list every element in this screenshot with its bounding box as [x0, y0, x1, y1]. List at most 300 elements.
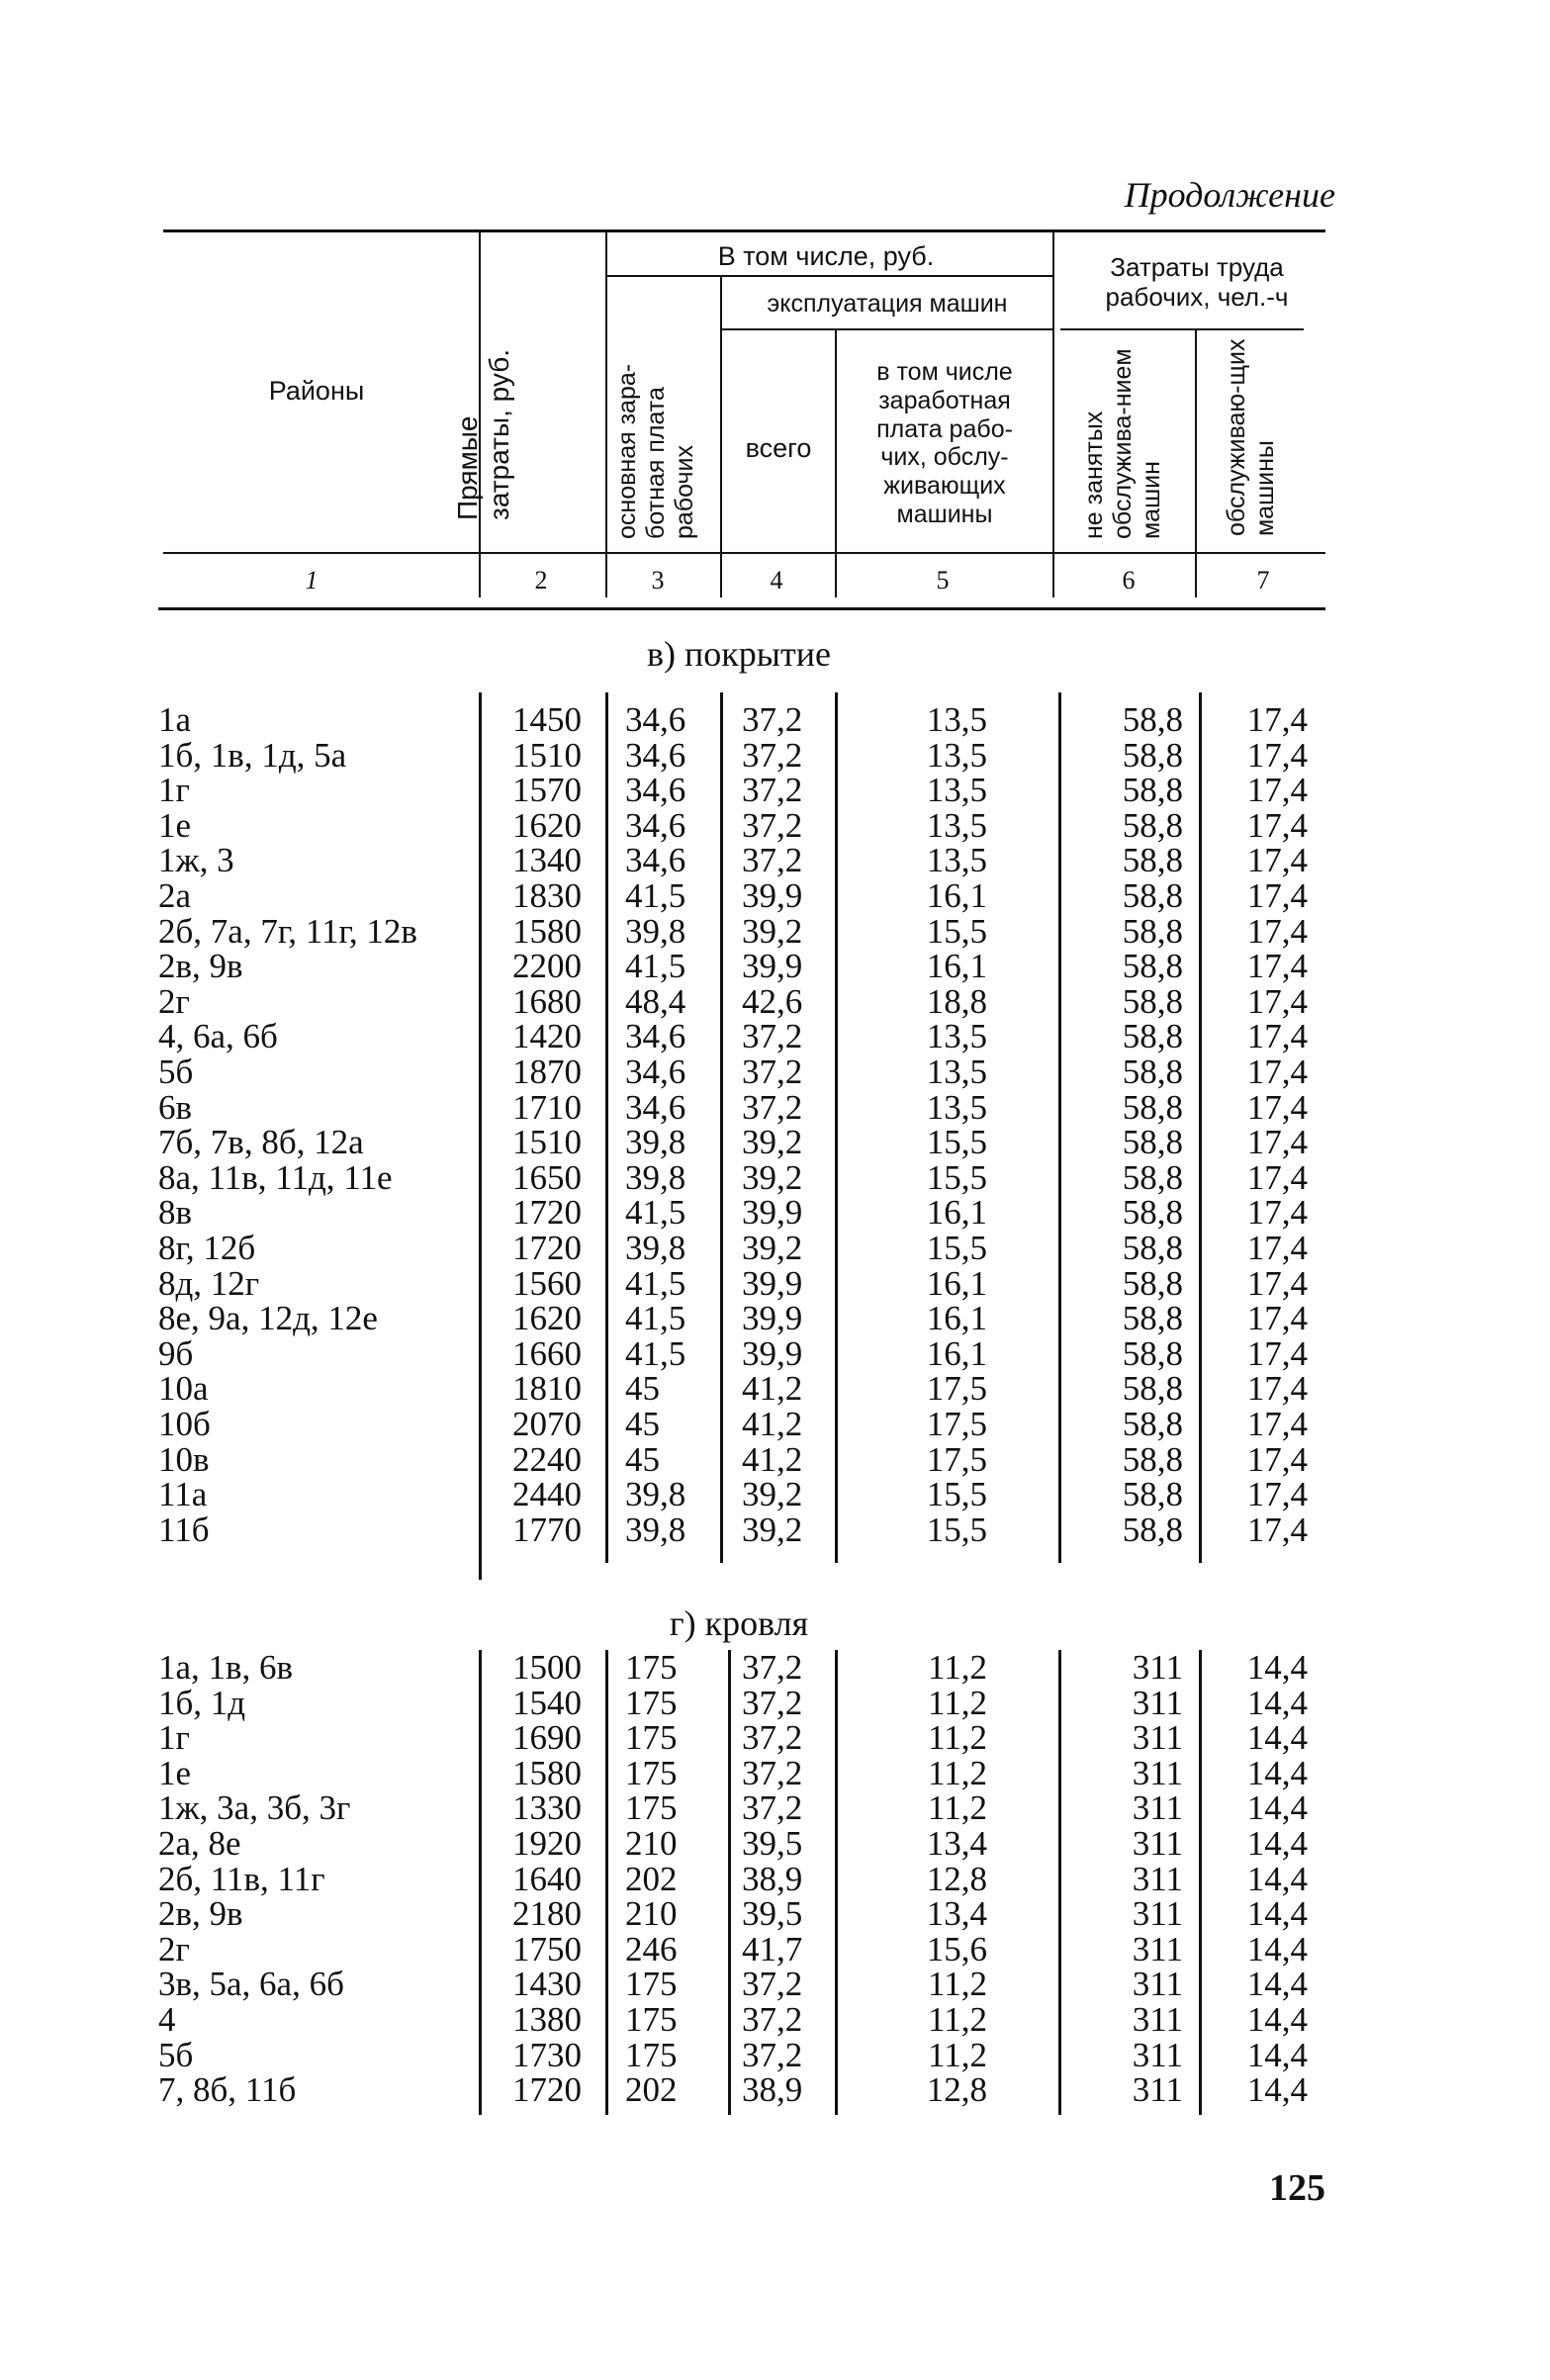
base-wage-cell: 39,8 [625, 1510, 686, 1549]
region-cell: 8а, 11в, 11д, 11е [158, 1157, 393, 1197]
labor-not-servicing-cell: 58,8 [1122, 1087, 1183, 1127]
machine-total-cell: 38,9 [742, 1859, 803, 1898]
labor-servicing-cell: 17,4 [1246, 1263, 1308, 1303]
labor-not-servicing-cell: 311 [1132, 2070, 1183, 2110]
machine-wage-cell: 12,8 [926, 2070, 987, 2110]
table-row [0, 949, 1550, 984]
labor-servicing-cell: 14,4 [1246, 1683, 1308, 1722]
machine-total-cell: 37,2 [742, 771, 803, 810]
labor-servicing-cell: 14,4 [1246, 1753, 1308, 1792]
header-incl-wage-line: заработная [878, 386, 1011, 414]
machine-total-cell: 37,2 [742, 805, 803, 845]
labor-not-servicing-cell: 311 [1132, 1718, 1183, 1758]
machine-wage-cell: 15,5 [926, 911, 987, 951]
direct-costs-cell: 1920 [512, 1824, 582, 1863]
labor-servicing-cell: 14,4 [1246, 2070, 1308, 2110]
direct-costs-cell: 1720 [512, 1229, 582, 1267]
labor-servicing-cell: 17,4 [1246, 1439, 1308, 1479]
direct-costs-cell: 1560 [512, 1263, 582, 1303]
direct-costs-cell: 1380 [512, 2000, 582, 2039]
machine-wage-cell: 13,5 [926, 771, 987, 810]
machine-wage-cell: 16,1 [926, 1299, 987, 1338]
direct-costs-cell: 1830 [512, 876, 582, 915]
table-row [0, 1896, 1550, 1932]
machine-total-cell: 37,2 [742, 1648, 803, 1687]
header-divider-2 [605, 231, 607, 597]
direct-costs-cell: 2200 [512, 947, 582, 986]
machine-wage-cell: 11,2 [928, 1718, 987, 1758]
direct-costs-cell: 1650 [512, 1157, 582, 1197]
table-row [0, 1333, 1550, 1373]
column-number: 6 [1122, 566, 1136, 595]
machine-total-cell: 39,9 [742, 1299, 803, 1338]
machine-total-cell: 37,2 [742, 1017, 803, 1056]
table-row [0, 878, 1550, 914]
labor-servicing-cell: 17,4 [1246, 1087, 1308, 1127]
direct-costs-cell: 1730 [512, 2035, 582, 2074]
labor-not-servicing-cell: 311 [1132, 1824, 1183, 1863]
base-wage-cell: 175 [625, 2000, 678, 2039]
machine-total-cell: 37,2 [742, 1753, 803, 1792]
direct-costs-cell: 1690 [512, 1718, 582, 1758]
region-cell: 2г [158, 1929, 190, 1968]
table-row [0, 1650, 1550, 1686]
table-row [0, 2035, 1550, 2074]
labor-not-servicing-cell: 311 [1132, 1648, 1183, 1687]
labor-servicing-cell: 17,4 [1246, 1333, 1308, 1373]
table-row [0, 1439, 1550, 1479]
labor-servicing-cell: 17,4 [1246, 735, 1308, 775]
table-row [0, 1859, 1550, 1898]
machine-total-cell: 39,2 [742, 1475, 803, 1514]
table-row [0, 2072, 1550, 2108]
base-wage-cell: 45 [625, 1405, 660, 1443]
region-cell: 2б, 11в, 11г [158, 1859, 325, 1898]
base-wage-cell: 175 [625, 1965, 678, 2004]
machine-total-cell: 39,9 [742, 1193, 803, 1233]
direct-costs-cell: 1430 [512, 1965, 582, 2004]
machine-wage-cell: 16,1 [926, 1193, 987, 1233]
machine-wage-cell: 15,5 [926, 1123, 987, 1162]
labor-servicing-cell: 14,4 [1246, 2000, 1308, 2039]
labor-not-servicing-cell: 58,8 [1122, 1439, 1183, 1479]
labor-not-servicing-cell: 58,8 [1122, 735, 1183, 775]
labor-servicing-cell: 17,4 [1246, 1193, 1308, 1233]
table-row [0, 1125, 1550, 1160]
machine-total-cell: 37,2 [742, 700, 803, 739]
header-incl-wage-line: чих, обслу- [880, 443, 1009, 472]
header-incl-wage-line: машины [896, 500, 993, 528]
table-top-rule [163, 229, 1325, 232]
labor-servicing-cell: 14,4 [1246, 1894, 1308, 1934]
region-cell: 9б [158, 1333, 194, 1373]
machine-total-cell: 37,2 [742, 1683, 803, 1722]
machine-wage-cell: 12,8 [926, 1859, 987, 1898]
header-total: всего [745, 433, 812, 463]
table-row [0, 981, 1550, 1021]
region-cell: 5б [158, 2035, 194, 2074]
labor-not-servicing-cell: 311 [1132, 1965, 1183, 2004]
header-incl-wage-line: в том числе [876, 358, 1013, 386]
labor-not-servicing-cell: 58,8 [1122, 1017, 1183, 1056]
base-wage-cell: 175 [625, 2035, 678, 2074]
region-cell: 1а, 1в, 6в [158, 1648, 294, 1687]
region-cell: 4, 6а, 6б [158, 1017, 278, 1056]
direct-costs-cell: 1620 [512, 1299, 582, 1338]
labor-servicing-cell: 17,4 [1246, 700, 1308, 739]
labor-not-servicing-cell: 58,8 [1122, 1123, 1183, 1162]
base-wage-cell: 39,8 [625, 1475, 686, 1514]
base-wage-cell: 41,5 [625, 1333, 686, 1373]
machine-wage-cell: 13,5 [926, 1053, 987, 1091]
machine-total-cell: 39,2 [742, 1510, 803, 1549]
machine-total-cell: 41,2 [742, 1369, 803, 1409]
table-row [0, 1019, 1550, 1054]
header-incl-wage [839, 358, 1050, 529]
base-wage-cell: 34,6 [625, 1053, 686, 1091]
machine-operation-rule [720, 328, 1052, 330]
base-wage-cell: 39,8 [625, 1157, 686, 1197]
labor-not-servicing-cell: 58,8 [1122, 1263, 1183, 1303]
base-wage-cell: 246 [625, 1929, 678, 1968]
direct-costs-cell: 1810 [512, 1369, 582, 1409]
labor-servicing-cell: 17,4 [1246, 911, 1308, 951]
machine-wage-cell: 16,1 [926, 1263, 987, 1303]
table-row [0, 1477, 1550, 1512]
region-cell: 1б, 1д [158, 1683, 246, 1722]
table-row [0, 1157, 1550, 1197]
base-wage-cell: 41,5 [625, 1299, 686, 1338]
region-cell: 2г [158, 981, 190, 1021]
direct-costs-cell: 1420 [512, 1017, 582, 1056]
table-row [0, 1720, 1550, 1756]
labor-not-servicing-cell: 58,8 [1122, 1157, 1183, 1197]
machine-wage-cell: 13,4 [926, 1824, 987, 1863]
region-cell: 10б [158, 1405, 211, 1443]
header-including-group: В том числе, руб. [717, 241, 935, 271]
labor-not-servicing-cell: 58,8 [1122, 771, 1183, 810]
machine-total-cell: 37,2 [742, 1965, 803, 2004]
region-cell: 8д, 12г [158, 1263, 260, 1303]
machine-wage-cell: 11,2 [928, 1648, 987, 1687]
region-cell: 5б [158, 1053, 194, 1091]
region-cell: 2б, 7а, 7г, 11г, 12в [158, 911, 417, 951]
machine-total-cell: 39,5 [742, 1824, 803, 1863]
direct-costs-cell: 1770 [512, 1510, 582, 1549]
header-divider-5 [1052, 231, 1054, 597]
table-row [0, 805, 1550, 845]
direct-costs-cell: 1750 [512, 1929, 582, 1968]
direct-costs-cell: 1450 [512, 700, 582, 739]
direct-costs-cell: 1340 [512, 841, 582, 880]
base-wage-cell: 175 [625, 1753, 678, 1792]
header-machine-operation: эксплуатация машин [767, 290, 1008, 318]
direct-costs-cell: 1680 [512, 981, 582, 1021]
region-cell: 1а [158, 700, 192, 739]
machine-total-cell: 39,9 [742, 1333, 803, 1373]
region-cell: 6в [158, 1087, 193, 1127]
direct-costs-cell: 1660 [512, 1333, 582, 1373]
machine-wage-cell: 17,5 [926, 1405, 987, 1443]
labor-not-servicing-cell: 58,8 [1122, 805, 1183, 845]
labor-servicing-cell: 17,4 [1246, 1369, 1308, 1409]
table-row [0, 1407, 1550, 1442]
machine-wage-cell: 16,1 [926, 947, 987, 986]
region-cell: 7б, 7в, 8б, 12а [158, 1123, 364, 1162]
machine-total-cell: 39,5 [742, 1894, 803, 1934]
labor-not-servicing-cell: 311 [1132, 1788, 1183, 1828]
region-cell: 10в [158, 1439, 210, 1479]
base-wage-cell: 34,6 [625, 1087, 686, 1127]
base-wage-cell: 39,8 [625, 1229, 686, 1267]
region-cell: 1е [158, 805, 192, 845]
direct-costs-cell: 1720 [512, 1193, 582, 1233]
region-cell: 1г [158, 771, 190, 810]
base-wage-cell: 41,5 [625, 876, 686, 915]
machine-wage-cell: 13,5 [926, 841, 987, 880]
machine-total-cell: 37,2 [742, 2035, 803, 2074]
machine-total-cell: 37,2 [742, 841, 803, 880]
header-incl-wage-line: плата рабо- [876, 414, 1013, 443]
direct-costs-cell: 1710 [512, 1087, 582, 1127]
base-wage-cell: 175 [625, 1648, 678, 1687]
machine-wage-cell: 13,5 [926, 1087, 987, 1127]
base-wage-cell: 202 [625, 2070, 678, 2110]
machine-wage-cell: 15,5 [926, 1157, 987, 1197]
labor-servicing-cell: 17,4 [1246, 1510, 1308, 1549]
machine-total-cell: 37,2 [742, 2000, 803, 2039]
region-cell: 2а, 8е [158, 1824, 241, 1863]
labor-servicing-cell: 17,4 [1246, 1299, 1308, 1338]
region-cell: 4 [158, 2000, 176, 2039]
section-title-covering: в) покрытие [647, 634, 831, 674]
table-row [0, 1512, 1550, 1548]
machine-total-cell: 42,6 [742, 981, 803, 1021]
labor-not-servicing-cell: 58,8 [1122, 700, 1183, 739]
labor-servicing-cell: 17,4 [1246, 1053, 1308, 1091]
labor-not-servicing-cell: 58,8 [1122, 1193, 1183, 1233]
machine-wage-cell: 11,2 [928, 2035, 987, 2074]
labor-not-servicing-cell: 58,8 [1122, 1405, 1183, 1443]
labor-not-servicing-cell: 58,8 [1122, 947, 1183, 986]
machine-total-cell: 41,7 [742, 1929, 803, 1968]
including-group-rule [605, 275, 1052, 277]
machine-wage-cell: 16,1 [926, 876, 987, 915]
direct-costs-cell: 1640 [512, 1859, 582, 1898]
machine-wage-cell: 11,2 [928, 1788, 987, 1828]
machine-wage-cell: 15,5 [926, 1510, 987, 1549]
base-wage-cell: 34,6 [625, 735, 686, 775]
machine-total-cell: 37,2 [742, 1718, 803, 1758]
base-wage-cell: 210 [625, 1824, 678, 1863]
region-cell: 10а [158, 1369, 209, 1409]
header-divider-4 [835, 330, 837, 597]
base-wage-cell: 175 [625, 1788, 678, 1828]
base-wage-cell: 175 [625, 1683, 678, 1722]
labor-servicing-cell: 14,4 [1246, 1648, 1308, 1687]
labor-servicing-cell: 14,4 [1246, 1965, 1308, 2004]
labor-servicing-cell: 17,4 [1246, 1475, 1308, 1514]
labor-not-servicing-cell: 58,8 [1122, 841, 1183, 880]
section-title-roof: г) кровля [669, 1603, 809, 1643]
machine-wage-cell: 13,5 [926, 1017, 987, 1056]
labor-servicing-cell: 14,4 [1246, 1718, 1308, 1758]
base-wage-cell: 41,5 [625, 947, 686, 986]
labor-servicing-cell: 14,4 [1246, 1929, 1308, 1968]
header-incl-wage-line: живающих [883, 472, 1006, 500]
direct-costs-cell: 1510 [512, 1123, 582, 1162]
base-wage-cell: 48,4 [625, 981, 686, 1021]
continued-note: Продолжение [1124, 175, 1335, 215]
region-cell: 2в, 9в [158, 947, 243, 986]
labor-not-servicing-cell: 58,8 [1122, 1369, 1183, 1409]
machine-wage-cell: 18,8 [926, 981, 987, 1021]
region-cell: 8в [158, 1193, 193, 1233]
machine-total-cell: 39,9 [742, 1263, 803, 1303]
machine-total-cell: 37,2 [742, 735, 803, 775]
machine-wage-cell: 15,5 [926, 1229, 987, 1267]
column-numbers-rule [158, 607, 1325, 610]
labor-not-servicing-cell: 58,8 [1122, 876, 1183, 915]
table-row [0, 1054, 1550, 1090]
labor-servicing-cell: 14,4 [1246, 2035, 1308, 2074]
labor-not-servicing-cell: 58,8 [1122, 911, 1183, 951]
labor-servicing-cell: 14,4 [1246, 1824, 1308, 1863]
machine-wage-cell: 16,1 [926, 1333, 987, 1373]
table-row [0, 1826, 1550, 1862]
region-cell: 8е, 9а, 12д, 12е [158, 1299, 378, 1338]
region-cell: 2в, 9в [158, 1894, 243, 1934]
labor-not-servicing-cell: 311 [1132, 1859, 1183, 1898]
base-wage-cell: 175 [625, 1718, 678, 1758]
labor-not-servicing-cell: 58,8 [1122, 1053, 1183, 1091]
labor-servicing-cell: 17,4 [1246, 1017, 1308, 1056]
machine-wage-cell: 11,2 [928, 1753, 987, 1792]
labor-servicing-cell: 17,4 [1246, 981, 1308, 1021]
machine-total-cell: 41,2 [742, 1405, 803, 1443]
base-wage-cell: 41,5 [625, 1263, 686, 1303]
table-row [0, 735, 1550, 775]
header-bottom-rule [163, 552, 1325, 554]
region-cell: 3в, 5а, 6а, 6б [158, 1965, 344, 2004]
header-direct-costs: Прямые затраты, руб. [452, 348, 515, 520]
machine-wage-cell: 13,4 [926, 1894, 987, 1934]
direct-costs-cell: 2070 [512, 1405, 582, 1443]
header-not-servicing: не занятых обслужива-нием машин [1080, 348, 1165, 539]
region-cell: 1б, 1в, 1д, 5а [158, 735, 347, 775]
machine-total-cell: 38,9 [742, 2070, 803, 2110]
table-row [0, 1683, 1550, 1722]
machine-wage-cell: 15,5 [926, 1475, 987, 1514]
labor-servicing-cell: 17,4 [1246, 947, 1308, 986]
base-wage-cell: 45 [625, 1439, 660, 1479]
table-row [0, 773, 1550, 808]
header-divider-6 [1195, 330, 1197, 597]
direct-costs-cell: 1720 [512, 2070, 582, 2110]
labor-group-rule [1060, 328, 1304, 330]
base-wage-cell: 39,8 [625, 911, 686, 951]
table-row [0, 1301, 1550, 1336]
machine-wage-cell: 13,5 [926, 735, 987, 775]
labor-servicing-cell: 17,4 [1246, 1405, 1308, 1443]
labor-not-servicing-cell: 58,8 [1122, 1299, 1183, 1338]
base-wage-cell: 202 [625, 1859, 678, 1898]
region-cell: 8г, 12б [158, 1229, 256, 1267]
region-cell: 2а [158, 876, 192, 915]
machine-wage-cell: 11,2 [928, 2000, 987, 2039]
machine-total-cell: 39,2 [742, 911, 803, 951]
base-wage-cell: 34,6 [625, 700, 686, 739]
direct-costs-cell: 1580 [512, 911, 582, 951]
table-row [0, 1371, 1550, 1407]
base-wage-cell: 41,5 [625, 1193, 686, 1233]
column-number: 3 [651, 566, 665, 595]
table-row [0, 911, 1550, 951]
labor-servicing-cell: 17,4 [1246, 1157, 1308, 1197]
table-row [0, 1753, 1550, 1792]
table-row [0, 1929, 1550, 1968]
labor-not-servicing-cell: 311 [1132, 1683, 1183, 1722]
region-cell: 11б [158, 1510, 210, 1549]
region-cell: 1г [158, 1718, 190, 1758]
direct-costs-cell: 1540 [512, 1683, 582, 1722]
table-row [0, 1195, 1550, 1231]
table-row [0, 1790, 1550, 1826]
direct-costs-cell: 1580 [512, 1753, 582, 1792]
machine-wage-cell: 11,2 [928, 1965, 987, 2004]
labor-not-servicing-cell: 311 [1132, 1894, 1183, 1934]
page-number: 125 [1269, 2167, 1325, 2209]
machine-wage-cell: 15,6 [926, 1929, 987, 1968]
labor-servicing-cell: 14,4 [1246, 1788, 1308, 1828]
direct-costs-cell: 1870 [512, 1053, 582, 1091]
base-wage-cell: 34,6 [625, 805, 686, 845]
labor-not-servicing-cell: 58,8 [1122, 981, 1183, 1021]
machine-total-cell: 39,9 [742, 876, 803, 915]
labor-not-servicing-cell: 58,8 [1122, 1333, 1183, 1373]
machine-total-cell: 39,2 [742, 1123, 803, 1162]
machine-total-cell: 37,2 [742, 1053, 803, 1091]
direct-costs-cell: 1510 [512, 735, 582, 775]
labor-not-servicing-cell: 58,8 [1122, 1475, 1183, 1514]
labor-not-servicing-cell: 311 [1132, 1753, 1183, 1792]
labor-not-servicing-cell: 58,8 [1122, 1229, 1183, 1267]
machine-wage-cell: 13,5 [926, 700, 987, 739]
table-row [0, 1967, 1550, 2002]
region-cell: 1е [158, 1753, 192, 1792]
machine-total-cell: 39,2 [742, 1229, 803, 1267]
machine-total-cell: 41,2 [742, 1439, 803, 1479]
base-wage-cell: 210 [625, 1894, 678, 1934]
column-number: 7 [1256, 566, 1270, 595]
base-wage-cell: 34,6 [625, 771, 686, 810]
labor-servicing-cell: 17,4 [1246, 841, 1308, 880]
labor-servicing-cell: 17,4 [1246, 876, 1308, 915]
base-wage-cell: 39,8 [625, 1123, 686, 1162]
labor-servicing-cell: 17,4 [1246, 805, 1308, 845]
region-cell: 7, 8б, 11б [158, 2070, 297, 2110]
labor-servicing-cell: 17,4 [1246, 1123, 1308, 1162]
labor-not-servicing-cell: 311 [1132, 1929, 1183, 1968]
header-labor-group: Затраты труда рабочих, чел.-ч [1105, 252, 1289, 312]
machine-total-cell: 37,2 [742, 1788, 803, 1828]
region-cell: 11а [158, 1475, 208, 1514]
direct-costs-cell: 1620 [512, 805, 582, 845]
machine-wage-cell: 13,5 [926, 805, 987, 845]
base-wage-cell: 34,6 [625, 841, 686, 880]
base-wage-cell: 34,6 [625, 1017, 686, 1056]
direct-costs-cell: 2240 [512, 1439, 582, 1479]
